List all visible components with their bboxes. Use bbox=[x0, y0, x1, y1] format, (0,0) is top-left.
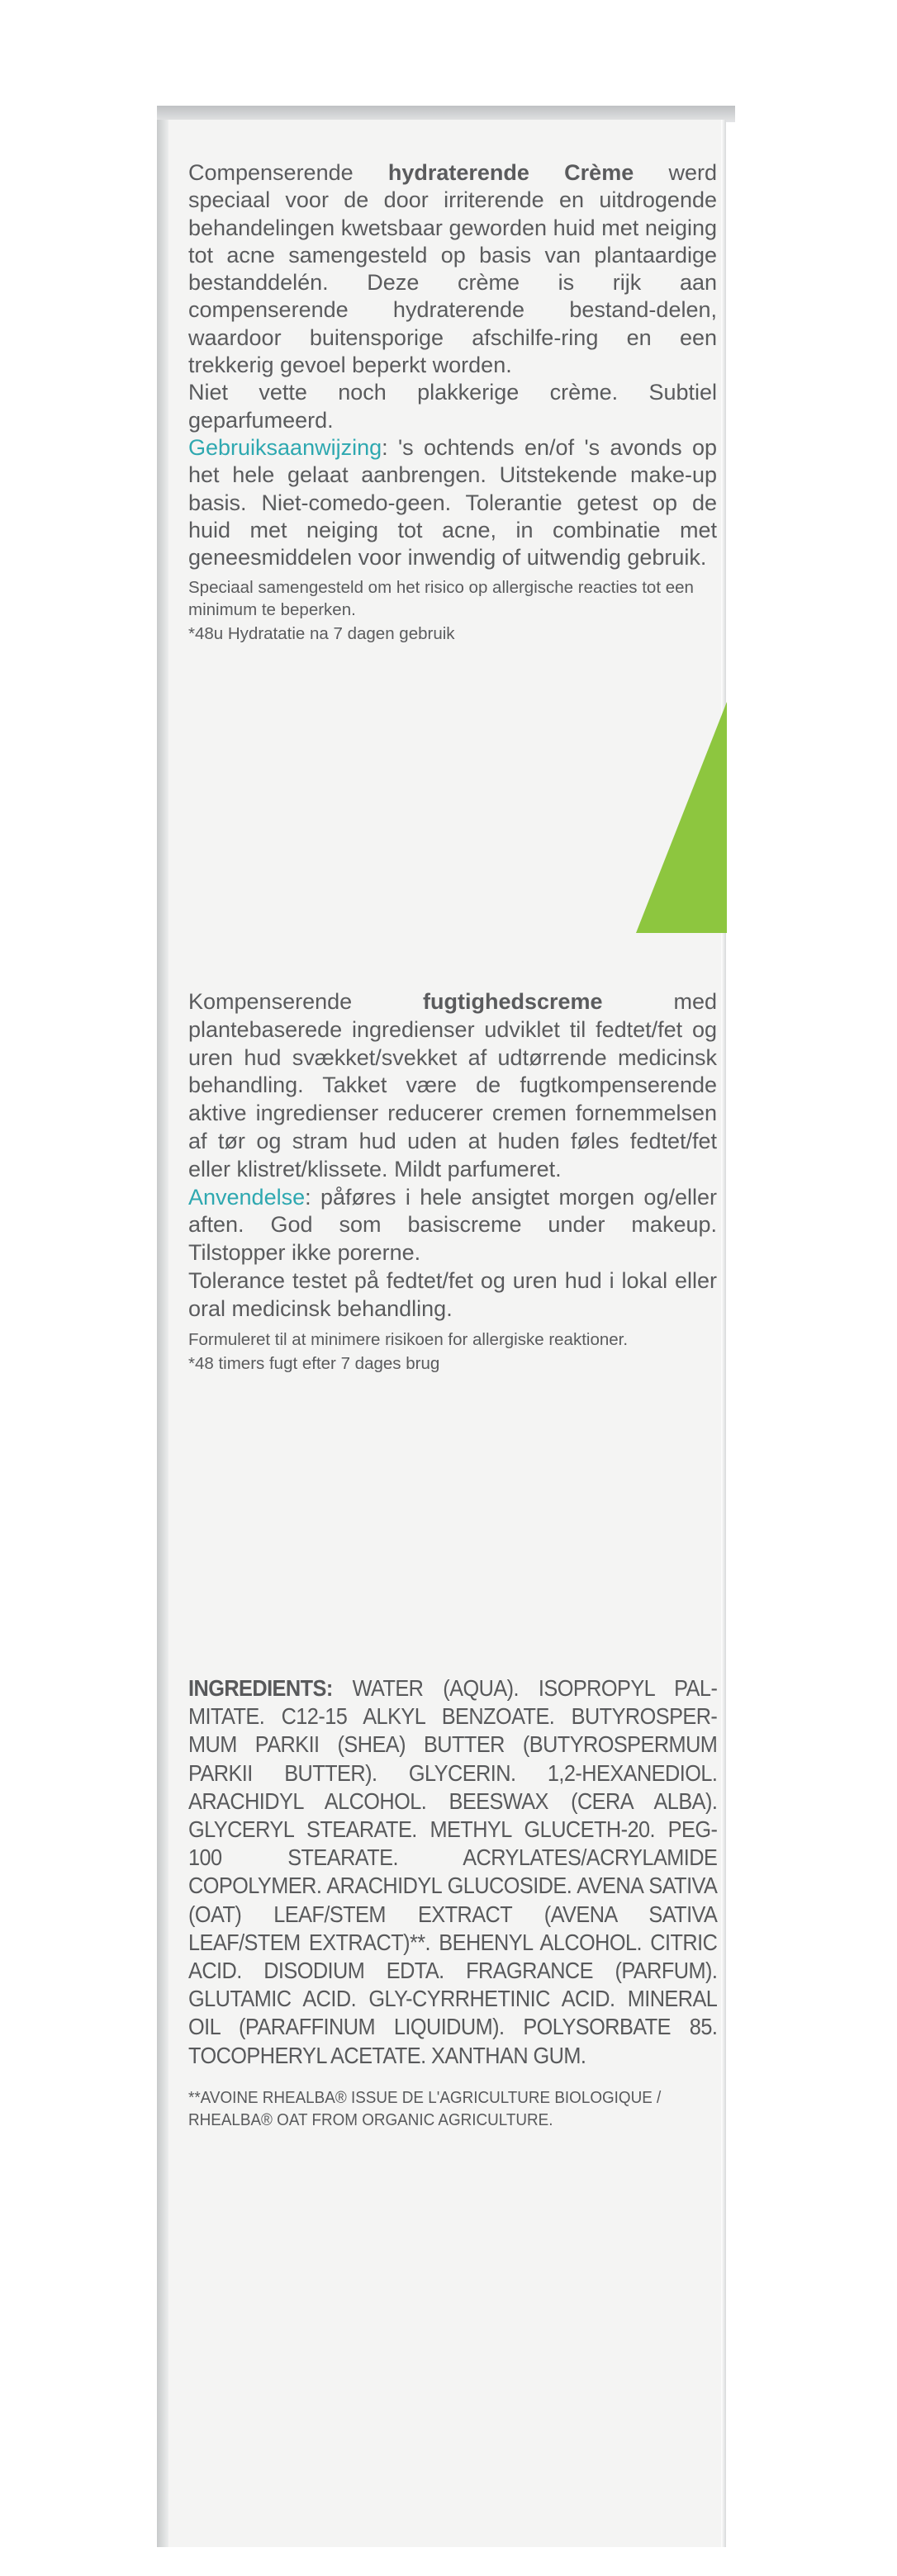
dutch-intro-rest: werd speciaal voor de door irriterende en uitdrogende behandelingen kwetsbaar geworden huid met neiging tot acne samengesteld op basis van plantaardige bestanddelén. Deze crème is rijk aan compenserende hydraterende bestand-delen, waardoor buitensporige afschilfe-ring en een trekkerig gevoel beperkt worden. bbox=[188, 160, 717, 378]
danish-hydration-note: *48 timers fugt efter 7 dages brug bbox=[188, 1353, 440, 1373]
ingredients-list bbox=[188, 1674, 717, 2070]
ingredients-label: INGREDIENTS: bbox=[188, 1675, 333, 1701]
dutch-usage bbox=[188, 434, 717, 571]
dutch-texture: Niet vette noch plakkerige crème. Subtiel geparfumeerd. bbox=[188, 380, 717, 433]
ingredients-block bbox=[188, 1674, 717, 2131]
dutch-product-name: hydraterende Crème bbox=[387, 160, 634, 185]
danish-tolerance: Tolerance testet på fedtet/fet og uren hud i lokal eller oral medicinsk behandling. bbox=[188, 1267, 717, 1321]
danish-usage-label: Anvendelse bbox=[188, 1184, 306, 1210]
danish-usage-text: : påføres i hele ansigtet morgen og/eller aften. God som basiscreme under makeup. Tilstopper ikke porerne. bbox=[188, 1184, 717, 1266]
dutch-usage-label: Gebruiksaanwijzing bbox=[188, 434, 382, 460]
box-left-edge bbox=[157, 120, 168, 2547]
box-right-edge bbox=[721, 120, 726, 2547]
dutch-usage-text: : 's ochtends en/of 's avonds op het hele gelaat aanbrengen. Uitstekende make-up basis. Niet-comedo-geen. Tolerantie getest op de huid met neiging tot acne, in combinatie met geneesmiddelen voor inwendig of uitwendig gebruik. bbox=[188, 434, 717, 571]
dutch-allergy-note: Speciaal samengesteld om het risico op allergische reacties tot een minimum te beperken. bbox=[188, 578, 694, 620]
danish-product-name: fugtighedscreme bbox=[423, 989, 603, 1014]
danish-description bbox=[188, 988, 717, 1375]
danish-usage bbox=[188, 1184, 717, 1267]
dutch-description bbox=[188, 159, 717, 645]
ingredients-text: WATER (AQUA). ISOPROPYL PAL-MITATE. C12-15 ALKYL BENZOATE. BUTYROSPER-MUM PARKII (SHEA) BUTTER (BUTYROSPERMUM PARKII BUTTER). GLYCERIN. 1,2-HEXANEDIOL. ARACHIDYL ALCOHOL. BEESWAX (CERA ALBA). GLYCERYL STEARATE. METHYL GLUCETH-20. PEG-100 STEARATE. ACRYLATES/ACRYLAMIDE COPOLYMER. ARACHIDYL GLUCOSIDE. AVENA SATIVA (OAT) LEAF/STEM EXTRACT (AVENA SATIVA LEAF/STEM EXTRACT)**. BEHENYL ALCOHOL. CITRIC ACID. DISODIUM EDTA. FRAGRANCE (PARFUM). GLUTAMIC ACID. GLY-CYRRHETINIC ACID. MINERAL OIL (PARAFFINUM LIQUIDUM). POLYSORBATE 85. TOCOPHERYL ACETATE. XANTHAN GUM. bbox=[188, 1675, 718, 2068]
danish-intro-start: Kompenserende bbox=[188, 989, 424, 1014]
danish-allergy-note: Formuleret til at minimere risikoen for allergiske reaktioner. bbox=[188, 1329, 629, 1349]
dutch-intro bbox=[188, 159, 717, 379]
dutch-intro-start: Compenserende bbox=[188, 160, 388, 185]
ingredients-footnote: **AVOINE RHEALBA® ISSUE DE L'AGRICULTURE BIOLOGIQUE / RHEALBA® OAT FROM ORGANIC AGRICULTURE. bbox=[188, 2087, 662, 2129]
dutch-hydration-note: *48u Hydratatie na 7 dagen gebruik bbox=[188, 624, 455, 644]
danish-intro-rest: med plantebaserede ingredienser udviklet til fedtet/fet og uren hud svækket/svekket af udtørrende medicinsk behandling. Takket være de fugtkompenserende aktive ingredienser reducerer cremen fornemmelsen af tør og stram hud uden at huden føles fedtet/fet eller klistret/klissete. Mildt parfumeret. bbox=[188, 989, 717, 1181]
danish-intro bbox=[188, 988, 717, 1184]
